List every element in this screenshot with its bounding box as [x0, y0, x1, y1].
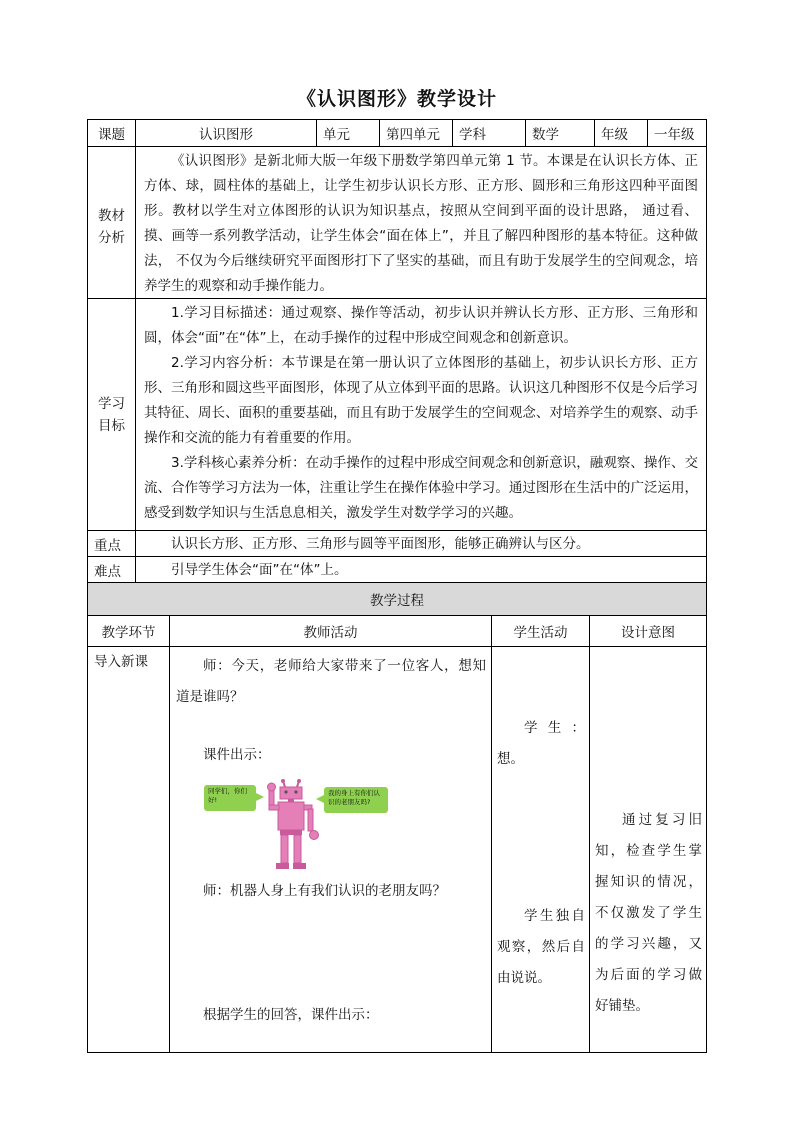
value-discipline: 数学	[525, 119, 595, 147]
teacher-activity-1: 师：今天，老师给大家带来了一位客人，想知道是谁吗？	[176, 658, 486, 705]
process-section-title: 教学过程	[87, 582, 707, 616]
student-activity-2: 学生独自观察，然后自由说说。	[497, 908, 585, 986]
learning-goal-2: 2.学习内容分析：本节课是在第一册认识了立体图形的基础上，初步认识长方形、正方形、三角形和圆这些平面图形，体现了从立体到平面的思路。认识这几种图形不仅是今后学习其特征、周长、面积的重要基础，而且有助于发展学生的空间观念、对培养学生的观察、动手操作和交流的能力有着重要的作用。	[144, 355, 698, 446]
teacher-activity-4: 根据学生的回答，课件出示：	[203, 1007, 379, 1023]
material-analysis-label-cell	[87, 146, 136, 299]
learning-goals-label-cell	[87, 298, 136, 531]
stage-cell	[87, 646, 170, 1053]
document-title: 《认识图形》教学设计	[296, 88, 497, 110]
difficult-point-content	[135, 556, 707, 583]
learning-goal-1: 1.学习目标描述：通过观察、操作等活动，初步认识并辨认长方形、正方形、三角形和圆，体会“面”在“体”上，在动手操作的过程中形成空间观念和创新意识。	[144, 305, 698, 346]
teacher-activity-cell	[169, 646, 492, 1053]
material-analysis-text: 《认识图形》是新北师大版一年级下册数学第四单元第 1 节。本课是在认识长方体、正方体、球，圆柱体的基础上，让学生初步认识长方形、正方形、圆形和三角形这四种平面图形。教材以学生对立体图形的认识为知识基点，按照从空间到平面的设计思路， 通过看、摸、画等一系列教学活动，让学生体会“面在体上”，并且了解四种图形的基本特征。这种做法， 不仅为今后继续研究平面图形打下了坚实的基础，而且有助于发展学生的空间观念，培养学生的观察和动手操作能力。	[144, 153, 698, 294]
col-intent: 设计意图	[589, 615, 707, 647]
value-grade: 一年级	[647, 119, 707, 147]
material-analysis-label-2: 分析	[98, 230, 125, 246]
design-intent-text: 通过复习旧知，检查学生掌握知识的情况，不仅激发了学生的学习兴趣，又为后面的学习做好铺垫。	[595, 812, 702, 1014]
value-unit: 第四单元	[379, 119, 453, 147]
col-student: 学生活动	[491, 615, 590, 647]
student-activity-1: 学生：想。	[497, 720, 585, 767]
label-discipline: 学科	[452, 119, 526, 147]
label-unit: 单元	[316, 119, 380, 147]
difficult-point-text: 引导学生体会“面”在“体”上。	[171, 562, 348, 578]
col-stage: 教学环节	[87, 615, 170, 647]
speech-bubble-left: 同学们，你们好!	[204, 785, 256, 811]
difficult-point-label: 难点	[87, 556, 136, 583]
teacher-activity-3: 师：机器人身上有我们认识的老朋友吗？	[203, 883, 446, 899]
label-grade: 年级	[594, 119, 648, 147]
material-analysis-label-1: 教材	[98, 208, 125, 224]
stage-text: 导入新课	[94, 654, 148, 670]
key-point-content	[135, 530, 707, 557]
value-subject: 认识图形	[135, 119, 317, 147]
material-analysis-content	[135, 146, 707, 299]
col-teacher: 教师活动	[169, 615, 492, 647]
teacher-activity-2: 课件出示：	[203, 747, 271, 763]
key-point-text: 认识长方形、正方形、三角形与圆等平面图形，能够正确辨认与区分。	[171, 536, 590, 552]
learning-goals-content	[135, 298, 707, 531]
robot-icon	[260, 779, 324, 873]
robot-illustration	[200, 779, 390, 873]
speech-bubble-right: 我的身上有你们认识的老朋友吗?	[324, 787, 388, 813]
learning-goals-label-2: 目标	[98, 418, 125, 434]
student-activity-cell	[491, 646, 590, 1053]
learning-goal-3: 3.学科核心素养分析：在动手操作的过程中形成空间观念和创新意识，融观察、操作、交流、合作等学习方法为一体，注重让学生在操作体验中学习。通过图形在生活中的广泛运用，感受到数学知识与生活息息相关，激发学生对数学学习的兴趣。	[144, 455, 698, 521]
learning-goals-label-1: 学习	[98, 396, 125, 412]
label-subject: 课题	[87, 119, 136, 147]
design-intent-cell	[589, 646, 707, 1053]
key-point-label: 重点	[87, 530, 136, 557]
